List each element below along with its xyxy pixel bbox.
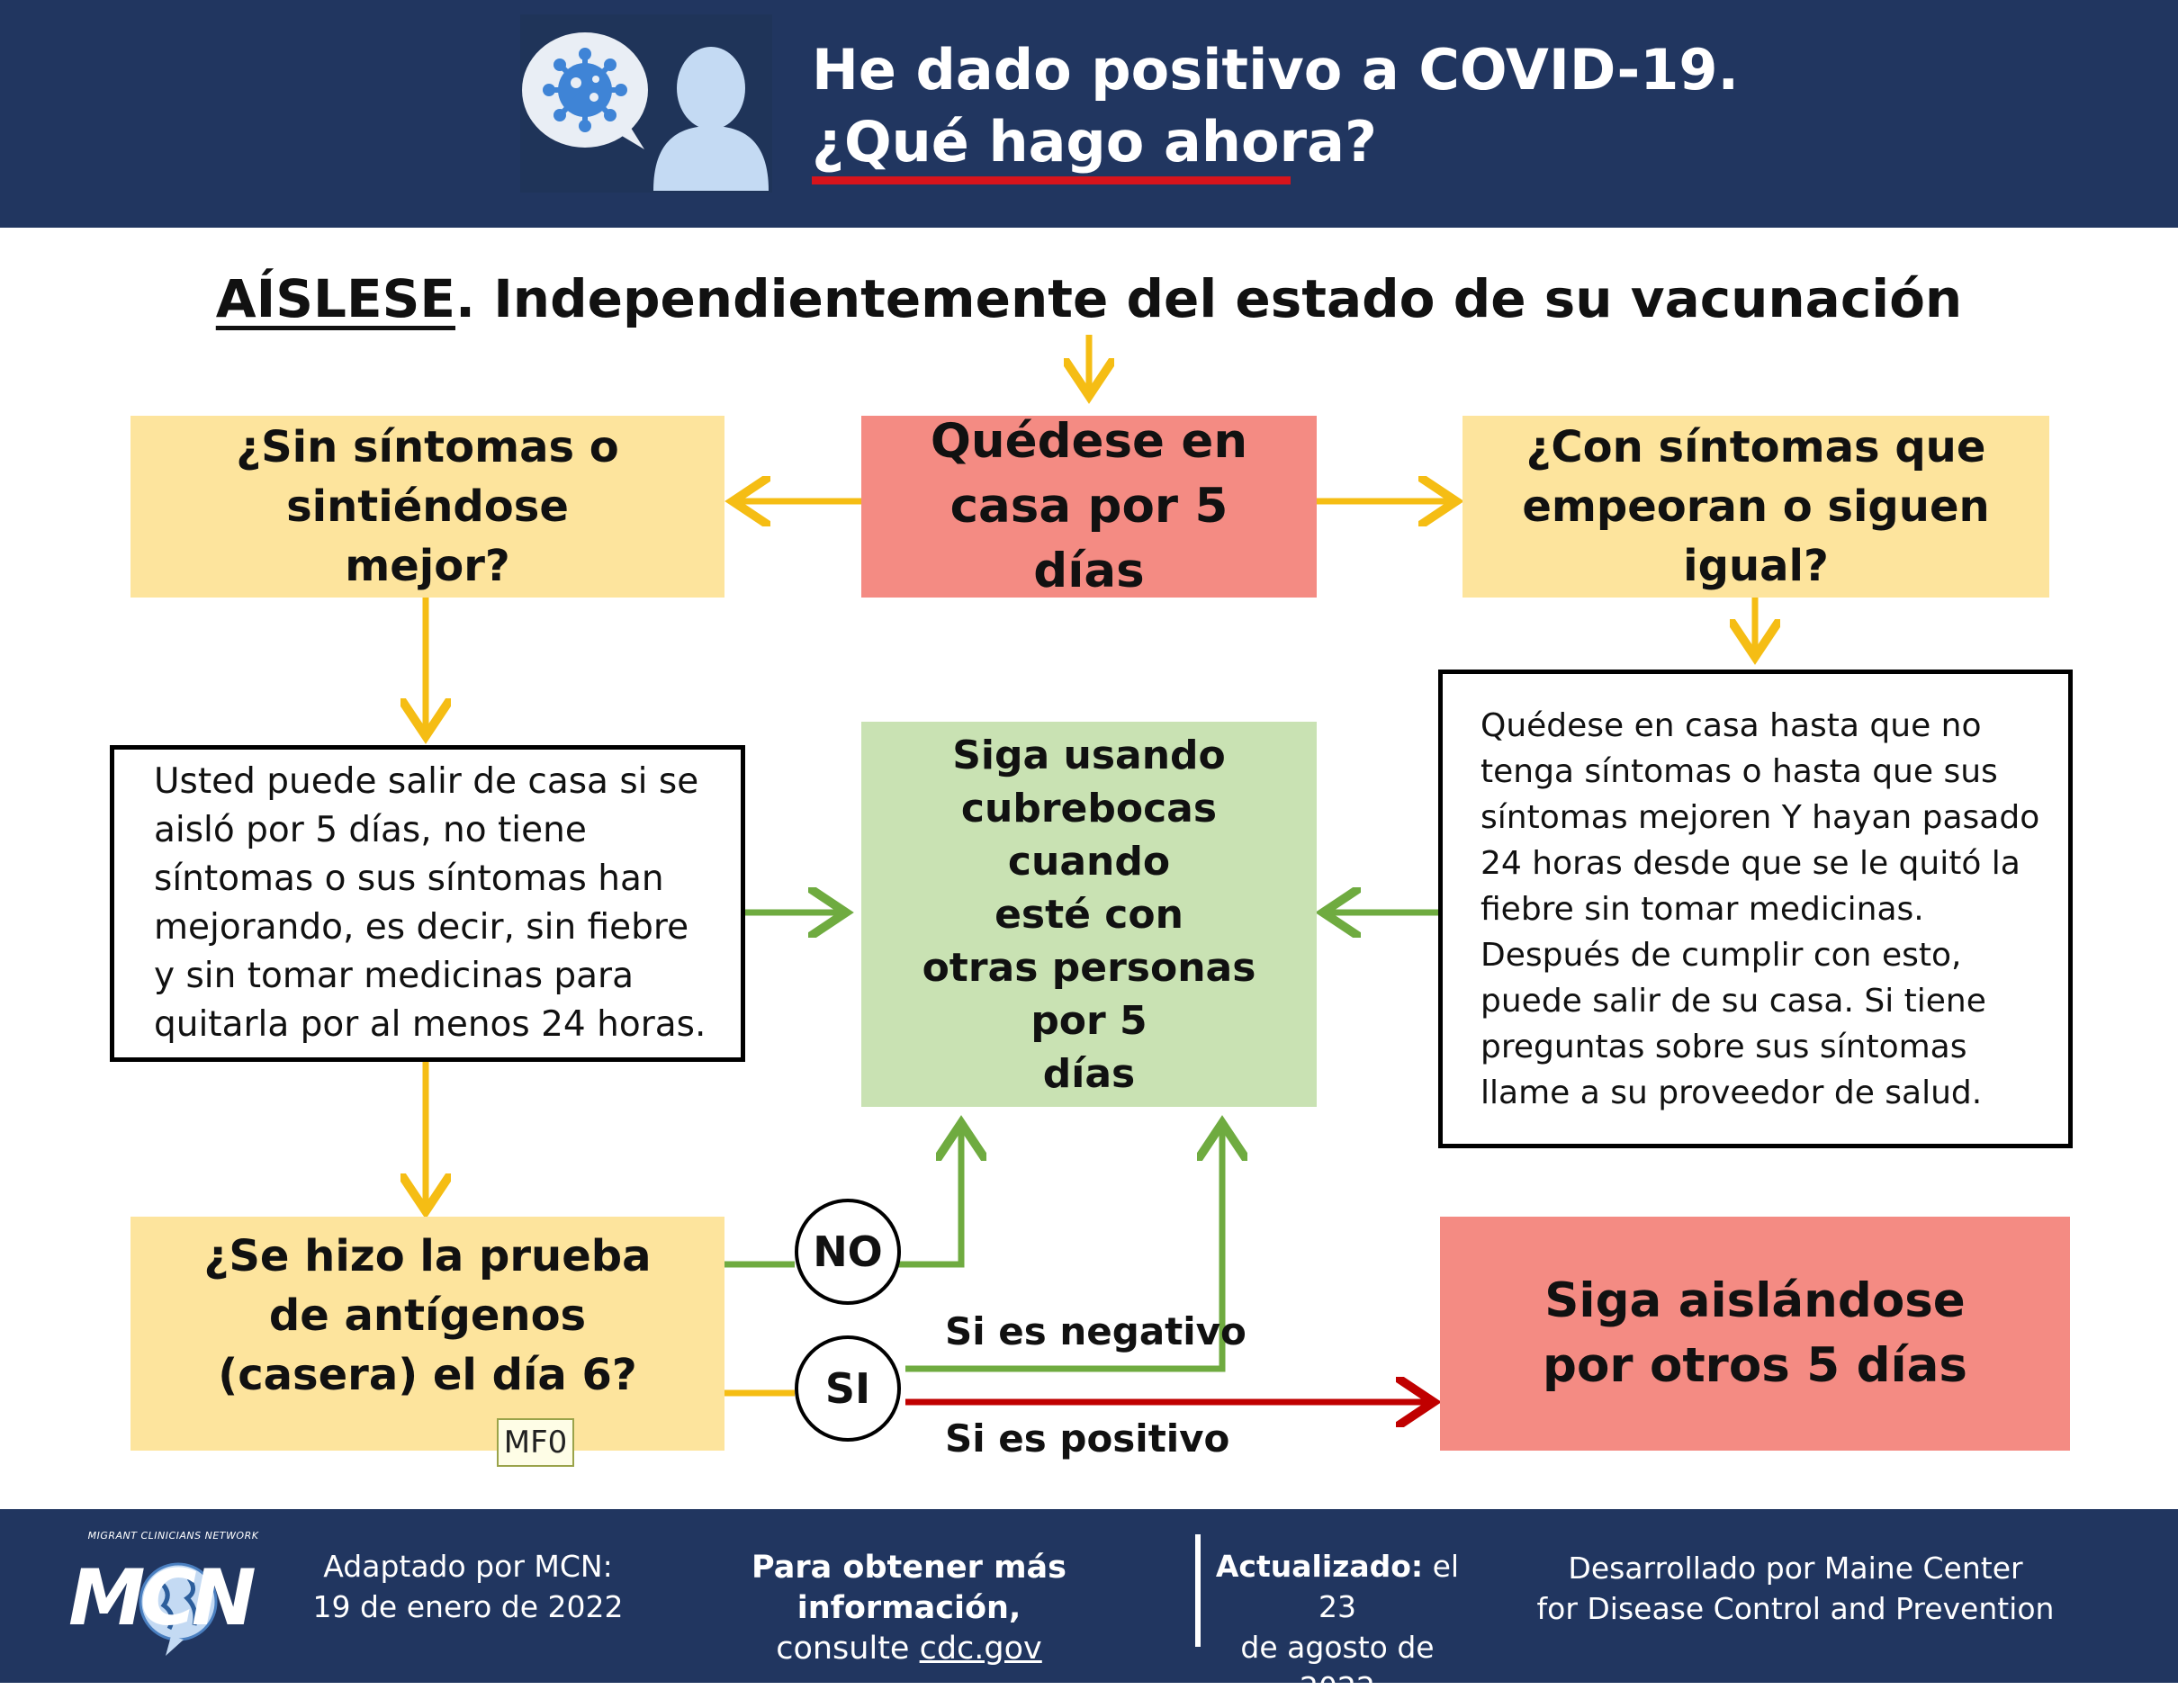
- developed-by-line-1: Desarrollado por Maine Center: [1568, 1551, 2023, 1586]
- adapted-by-line-1: Adaptado por MCN:: [323, 1549, 613, 1584]
- updated-line-2: de agosto de 2022: [1240, 1630, 1435, 1705]
- negative-label: Si es negativo: [945, 1309, 1246, 1353]
- developed-by-line-2: for Disease Control and Prevention: [1536, 1591, 2055, 1626]
- keep-isolating-text: [1543, 1269, 1967, 1398]
- antigen-test-text: ¿Se hizo la prueba de antígenos (casera) el día 6?: [203, 1231, 652, 1400]
- antigen-test-box: [130, 1217, 724, 1451]
- wear-mask-line: otras personas por 5: [922, 944, 1256, 1044]
- title-line-1: He dado positivo a COVID-19.: [812, 37, 1740, 103]
- updated-date: [1202, 1546, 1472, 1708]
- mcn-logo-caption: MIGRANT CLINICIANS NETWORK: [87, 1530, 259, 1542]
- decision-yes: SI: [795, 1335, 901, 1442]
- no-symptoms-box: [130, 416, 724, 598]
- title-line-2: ¿Qué hago ahora?: [812, 109, 1377, 175]
- stay-home-box: [861, 416, 1317, 598]
- more-info-line-1: Para obtener más información,: [752, 1550, 1066, 1626]
- updated-day: el 23: [1318, 1549, 1460, 1624]
- wear-mask-line: días: [1042, 1050, 1136, 1097]
- positive-label: Si es positivo: [945, 1416, 1230, 1461]
- decision-no: NO: [795, 1199, 901, 1305]
- more-info-prefix: consulte: [776, 1631, 920, 1667]
- with-symptoms-text: ¿Con síntomas que empeoran o siguen igual?: [1522, 422, 1990, 591]
- can-leave-text: Usted puede salir de casa si se aisló por 5 días, no tiene síntomas o sus síntomas han mejorando, es decir, sin fiebre y sin tomar medicinas para quitarla por al menos 24 horas.: [154, 761, 706, 1045]
- keep-isolating-box: [1440, 1217, 2070, 1451]
- keep-isolating-line: Siga aislándose: [1544, 1273, 1966, 1328]
- updated-label: Actualizado:: [1215, 1549, 1424, 1584]
- footer-divider: [1195, 1534, 1201, 1647]
- wear-mask-text: [879, 729, 1299, 1101]
- adapted-by-line-2: 19 de enero de 2022: [312, 1589, 624, 1624]
- keep-isolating-line: por otros 5 días: [1543, 1338, 1967, 1393]
- more-info: [648, 1548, 1170, 1669]
- updated-line-1: [1202, 1546, 1472, 1627]
- mcn-logo: [63, 1530, 284, 1665]
- cdc-link[interactable]: cdc.gov: [919, 1631, 1042, 1667]
- mf0-tag: MF0: [497, 1418, 574, 1467]
- more-info-line-2: [648, 1629, 1170, 1669]
- developed-by: [1521, 1548, 2070, 1629]
- wear-mask-line: cubrebocas cuando: [960, 785, 1218, 885]
- wear-mask-line: esté con: [994, 891, 1184, 938]
- isolate-emphasis: AÍSLESE: [215, 268, 455, 329]
- wear-mask-box: [861, 722, 1317, 1107]
- stay-until-text: Quédese en casa hasta que no tenga síntomas o hasta que sus síntomas mejoren Y hayan pasado 24 horas desde que se le quitó la fiebre sin tomar medicinas. Después de cumplir con esto, puede salir de su casa. Si tiene preguntas sobre sus síntomas llame a su proveedor de salud.: [1480, 706, 2040, 1111]
- no-symptoms-text: ¿Sin síntomas o sintiéndose mejor?: [236, 422, 619, 591]
- isolate-heading-rest: . Independientemente del estado de su vacunación: [455, 268, 1963, 329]
- can-leave-box: [110, 745, 745, 1062]
- stay-until-box: [1438, 670, 2073, 1148]
- stay-home-text: Quédese en casa por 5 días: [930, 414, 1248, 598]
- adapted-by: [306, 1546, 630, 1627]
- mcn-logo-letters: MCN: [68, 1553, 251, 1643]
- with-symptoms-box: [1462, 416, 2049, 598]
- wear-mask-line: Siga usando: [952, 732, 1226, 778]
